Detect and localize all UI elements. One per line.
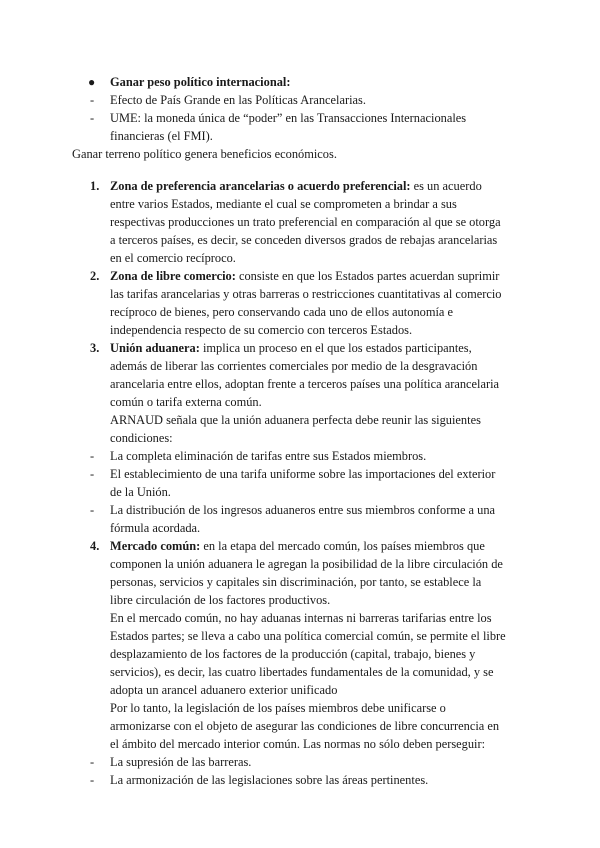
section-text: independencia respecto de su comercio con terceros Estados. xyxy=(110,323,413,337)
dash-icon: - xyxy=(90,467,95,481)
header-item: Efecto de País Grande en las Políticas Arancelarias. xyxy=(110,93,366,107)
dash-icon: - xyxy=(90,755,95,769)
section-title: Mercado común: xyxy=(110,539,201,553)
dash-icon: - xyxy=(90,449,95,463)
bullet-dot-icon: ● xyxy=(88,75,96,89)
dash-icon: - xyxy=(90,773,95,787)
section-title: Zona de libre comercio: xyxy=(110,269,236,283)
section-text: Por lo tanto, la legislación de los países miembros debe unificarse o xyxy=(110,701,446,715)
section-text: además de liberar las corrientes comerciales por medio de la desgravación xyxy=(110,359,478,373)
bullet-title: Ganar peso político internacional: xyxy=(110,75,291,89)
section-title: Unión aduanera: xyxy=(110,341,200,355)
condition-item: de la Unión. xyxy=(110,485,171,499)
section-text: arancelaria entre ellos, adoptan frente a terceros países una política arancelaria xyxy=(110,377,500,391)
section-text: las tarifas arancelarias y otras barreras o restricciones cuantitativas al comercio xyxy=(110,287,502,301)
section-text: ARNAUD señala que la unión aduanera perfecta debe reunir las siguientes xyxy=(110,413,481,427)
section-text: En el mercado común, no hay aduanas internas ni barreras tarifarias entre los xyxy=(110,611,492,625)
section-text: común o tarifa externa común. xyxy=(110,395,262,409)
norm-item: La supresión de las barreras. xyxy=(110,755,252,769)
section-title: Zona de preferencia arancelarias o acuerdo preferencial: xyxy=(110,179,411,193)
section-text: es un acuerdo xyxy=(413,179,482,193)
section-number: 1. xyxy=(90,179,100,193)
section-text: respectivas producciones un trato preferencial en comparación al que se otorga xyxy=(110,215,501,229)
section-first-line xyxy=(110,177,482,195)
condition-item: fórmula acordada. xyxy=(110,521,201,535)
section-text: libre circulación de los factores productivos. xyxy=(110,593,331,607)
section-first-line xyxy=(110,537,485,555)
dash-icon: - xyxy=(90,111,95,125)
condition-item: La completa eliminación de tarifas entre sus Estados miembros. xyxy=(110,449,427,463)
section-text: entre varios Estados, mediante el cual se comprometen a brindar a sus xyxy=(110,197,457,211)
header-item: financieras (el FMI). xyxy=(110,129,213,143)
section-text: personas, servicios y capitales sin discriminación, por tanto, se establece la xyxy=(110,575,482,589)
header-note: Ganar terreno político genera beneficios económicos. xyxy=(72,147,337,161)
section-text: Estados partes; se lleva a cabo una política comercial común, se permite el libre xyxy=(110,629,506,643)
section-text: a terceros países, es decir, se conceden diversos grados de rebajas arancelarias xyxy=(110,233,498,247)
section-text: recíproco de bienes, pero conservando cada uno de ellos autonomía e xyxy=(110,305,454,319)
condition-item: El establecimiento de una tarifa uniforme sobre las importaciones del exterior xyxy=(110,467,496,481)
section-text: implica un proceso en el que los estados participantes, xyxy=(202,341,472,355)
section-text: componen la unión aduanera le agregan la posibilidad de la libre circulación de xyxy=(110,557,503,571)
section-text: armonizarse con el objeto de asegurar las condiciones de libre concurrencia en xyxy=(110,719,500,733)
header-item: UME: la moneda única de “poder” en las Transacciones Internacionales xyxy=(110,111,467,125)
dash-icon: - xyxy=(90,503,95,517)
section-text: condiciones: xyxy=(110,431,173,445)
section-text: el ámbito del mercado interior común. Las normas no sólo deben perseguir: xyxy=(110,737,486,751)
section-first-line xyxy=(110,267,499,285)
section-text: en el comercio recíproco. xyxy=(110,251,236,265)
section-text: en la etapa del mercado común, los países miembros que xyxy=(203,539,485,553)
section-number: 2. xyxy=(90,269,100,283)
section-text: servicios), es decir, las cuatro libertades fundamentales de la comunidad, y se xyxy=(110,665,494,679)
section-text: desplazamiento de los factores de la producción (capital, trabajo, bienes y xyxy=(110,647,476,661)
condition-item: La distribución de los ingresos aduaneros entre sus miembros conforme a una xyxy=(110,503,496,517)
section-number: 4. xyxy=(90,539,100,553)
norm-item: La armonización de las legislaciones sobre las áreas pertinentes. xyxy=(110,773,429,787)
section-text: consiste en que los Estados partes acuerdan suprimir xyxy=(238,269,500,283)
section-first-line xyxy=(110,339,472,357)
dash-icon: - xyxy=(90,93,95,107)
section-text: adopta un arancel aduanero exterior unificado xyxy=(110,683,338,697)
section-number: 3. xyxy=(90,341,100,355)
